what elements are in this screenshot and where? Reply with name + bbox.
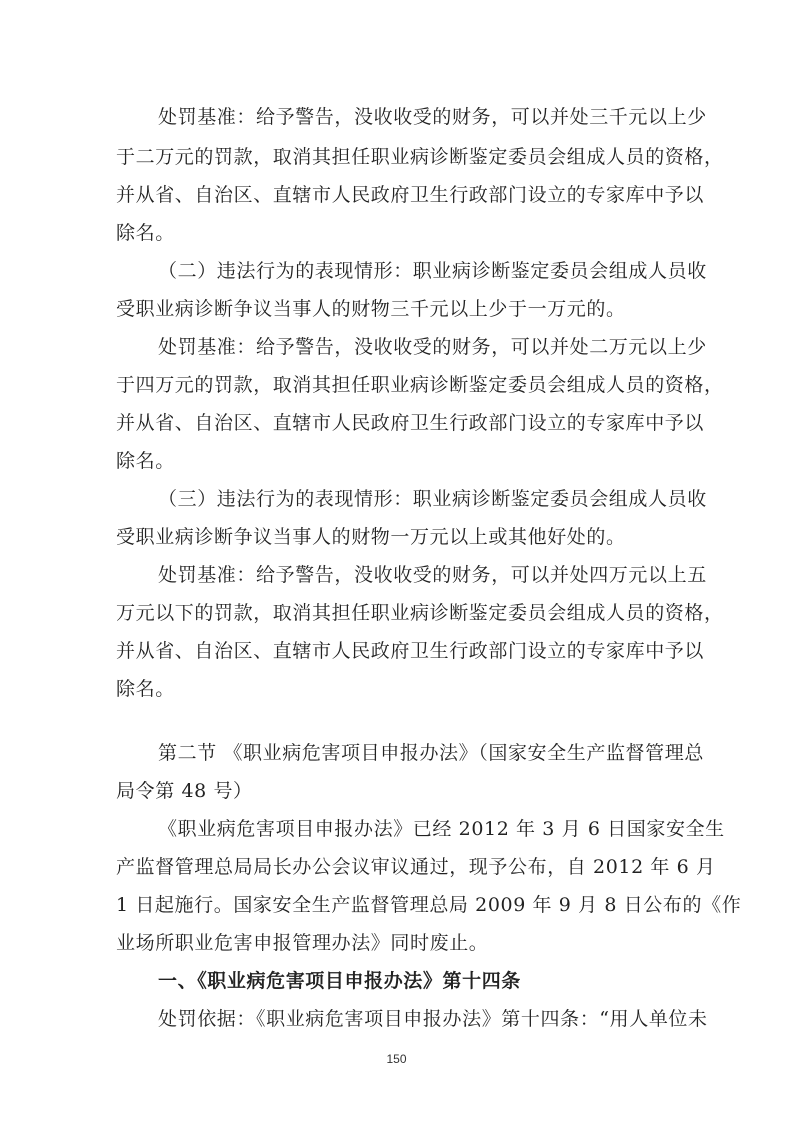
paragraph-line: （二）违法行为的表现情形：职业病诊断鉴定委员会组成人员收 [158, 260, 707, 282]
paragraph-line: 产监督管理总局局长办公会议审议通过，现予公布，自 2012 年 6 月 [116, 856, 716, 878]
paragraph-line: 处罚基准：给予警告，没收收受的财务，可以并处三千元以上少 [158, 106, 707, 128]
paragraph-line: 业场所职业危害申报管理办法》同时废止。 [116, 932, 489, 954]
paragraph-line: 并从省、自治区、直辖市人民政府卫生行政部门设立的专家库中予以 [116, 184, 705, 206]
paragraph-line: 处罚依据：《职业病危害项目申报办法》第十四条：“用人单位未 [158, 1008, 708, 1030]
paragraph-line: 并从省、自治区、直辖市人民政府卫生行政部门设立的专家库中予以 [116, 412, 705, 434]
paragraph-line: 并从省、自治区、直辖市人民政府卫生行政部门设立的专家库中予以 [116, 640, 705, 662]
paragraph-line: 处罚基准：给予警告，没收收受的财务，可以并处二万元以上少 [158, 336, 707, 358]
paragraph-line: 除名。 [116, 450, 175, 472]
paragraph-line: 于二万元的罚款，取消其担任职业病诊断鉴定委员会组成人员的资格， [116, 146, 724, 168]
paragraph-line: 受职业病诊断争议当事人的财物三千元以上少于一万元的。 [116, 298, 626, 320]
paragraph-line: 除名。 [116, 222, 175, 244]
paragraph-line: 《职业病危害项目申报办法》已经 2012 年 3 月 6 日国家安全生 [158, 818, 725, 840]
page-number: 150 [386, 1052, 407, 1066]
paragraph-line: 万元以下的罚款，取消其担任职业病诊断鉴定委员会组成人员的资格， [116, 602, 724, 624]
paragraph-line: 处罚基准：给予警告，没收收受的财务，可以并处四万元以上五 [158, 564, 707, 586]
article-heading: 一、《职业病危害项目申报办法》第十四条 [158, 970, 521, 992]
paragraph-line: （三）违法行为的表现情形：职业病诊断鉴定委员会组成人员收 [158, 488, 707, 510]
section-heading: 第二节 《职业病危害项目申报办法》（国家安全生产监督管理总 [158, 742, 704, 764]
paragraph-line: 除名。 [116, 678, 175, 700]
section-heading: 局令第 48 号） [116, 780, 253, 802]
paragraph-line: 受职业病诊断争议当事人的财物一万元以上或其他好处的。 [116, 526, 626, 548]
paragraph-line: 1 日起施行。国家安全生产监督管理总局 2009 年 9 月 8 日公布的《作 [116, 894, 742, 916]
paragraph-line: 于四万元的罚款，取消其担任职业病诊断鉴定委员会组成人员的资格， [116, 374, 724, 396]
